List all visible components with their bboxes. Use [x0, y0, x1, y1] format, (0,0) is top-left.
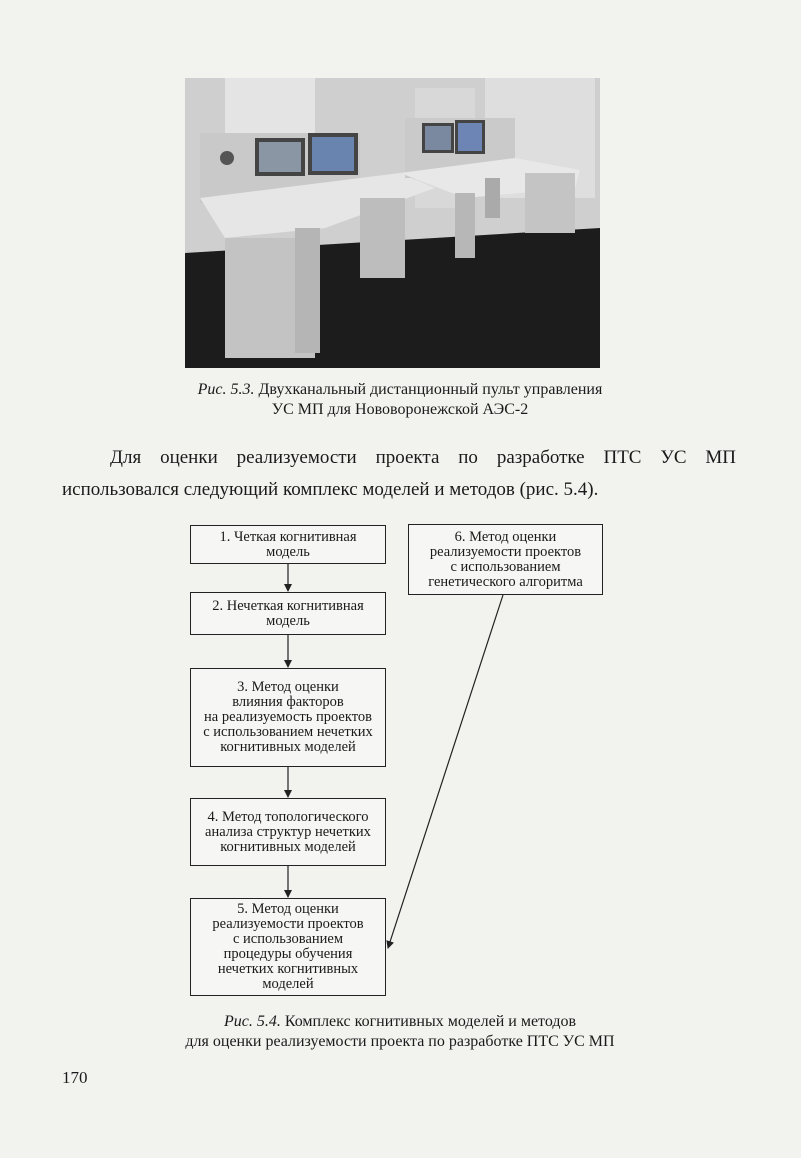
- box-1-crisp-cognitive-model: 1. Четкая когнитивная модель: [190, 525, 386, 564]
- figure-5-4-label: Рис. 5.4.: [223, 1013, 281, 1030]
- box-6-genetic-algorithm-method: 6. Метод оценки реализуемости проектов с использованием генетического алгоритма: [408, 524, 603, 595]
- paragraph-line2: использовался следующий комплекс моделей и методов (рис. 5.4).: [62, 479, 599, 500]
- figure-5-3-line2: УС МП для Нововоронежской АЭС-2: [271, 401, 529, 418]
- figure-5-4-caption: [100, 1012, 700, 1052]
- box-5-learning-procedure-method: 5. Метод оценки реализуемости проектов с использованием процедуры обучения нечетких когнитивных моделей: [190, 898, 386, 996]
- figure-5-4-line1: Комплекс когнитивных моделей и методов: [284, 1013, 577, 1030]
- figure-5-3-line1: Двухканальный дистанционный пульт управления: [258, 381, 603, 398]
- body-paragraph: [62, 442, 736, 506]
- box-4-topological-analysis-method: 4. Метод топологического анализа структур нечетких когнитивных моделей: [190, 798, 386, 866]
- figure-5-3-caption: [100, 380, 700, 420]
- arrow-6-to-5: [388, 595, 503, 948]
- page-number: 170: [62, 1068, 88, 1087]
- paragraph-line1: Для оценки реализуемости проекта по разработке ПТС УС МП: [110, 447, 736, 468]
- control-console-photo: [185, 78, 600, 368]
- figure-5-3-label: Рис. 5.3.: [197, 381, 255, 398]
- figure-5-4-line2: для оценки реализуемости проекта по разработке ПТС УС МП: [185, 1033, 615, 1050]
- box-3-factor-influence-method: 3. Метод оценки влияния факторов на реализуемость проектов с использованием нечетких когнитивных моделей: [190, 668, 386, 767]
- box-2-fuzzy-cognitive-model: 2. Нечеткая когнитивная модель: [190, 592, 386, 635]
